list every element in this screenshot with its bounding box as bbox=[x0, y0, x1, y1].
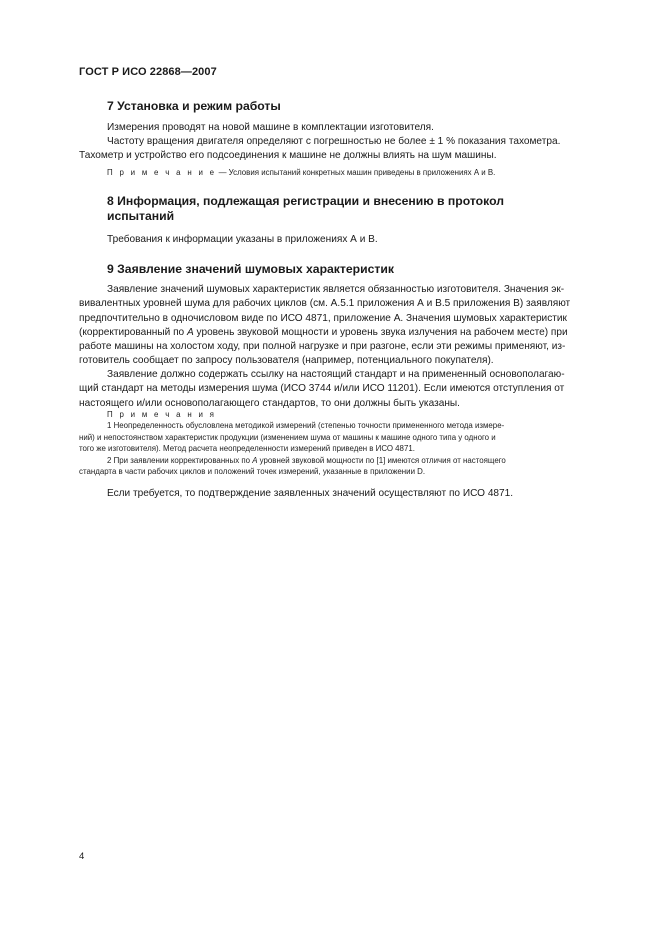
document-header-id: ГОСТ Р ИСО 22868—2007 bbox=[79, 66, 217, 78]
note-2: 2 При заявлении корректированных по bbox=[107, 455, 253, 465]
section-7-paragraph-2: Частоту вращения двигателя определяют с погрешностью не более ± 1 % показания тахометра. Тахометр и устройство его подсоединения к машине не должны влиять на шум машины. bbox=[79, 136, 561, 162]
section-9-heading: 9 Заявление значений шумовых характеристик bbox=[107, 262, 394, 276]
section-9-paragraph-1: Заявление значений шумовых характеристик является обязанностью изготовителя. Значения эк- вивалентных уровней шума для рабочих циклов (см. А.5.1 приложения А и В.5 приложения В) заявляют предпочтительно в одночисловом виде по ИСО 4871, приложение А. Значения шумовых характеристик (корректированный по А уровень звуковой мощности и уровень звука излучения на рабочем месте) при работе машины на холостом ходу, при полной нагрузке и при разгоне, если эти режимы применяют, из- готовитель сообщает по запросу пользователя (например, потенциального покупателя). bbox=[79, 284, 571, 367]
note-1: 1 Неопределенность обусловлена методикой измерений (степенью точности примененного метода измере- bbox=[107, 421, 505, 431]
section-8-heading: 8 Информация, подлежащая регистрации и внесению в протокол испытаний bbox=[107, 194, 504, 223]
section-9-paragraph-2: Заявление должно содержать ссылку на настоящий стандарт и на примененный основополагаю- щий стандарт на методы измерения шума (ИСО 3744 и/или ИСО 11201). Если имеются отступления от настоящего и/или основополагающего стандартов, то они должны быть указаны. bbox=[79, 369, 565, 409]
section-9-final-paragraph: Если требуется, то подтверждение заявленных значений осуществляют по ИСО 4871. bbox=[107, 488, 514, 499]
page-number: 4 bbox=[79, 851, 85, 862]
note-label: П р и м е ч а н и е bbox=[107, 168, 217, 177]
section-8-paragraph-1: Требования к информации указаны в приложениях А и В. bbox=[107, 234, 378, 245]
section-7-heading: 7 Установка и режим работы bbox=[107, 99, 281, 113]
section-7-paragraph-1: Измерения проводят на новой машине в комплектации изготовителя. bbox=[107, 122, 434, 133]
section-9-notes: П р и м е ч а н и я 1 Неопределенность обусловлена методикой измерений (степенью точности примененного метода измере- ний) и непостоянством характеристик продукции (изменением шума от машины к машине одного типа у одного и того же изготовителя). Метод расчета неопределенности измерений приведен в ИСО 4871. 2 При заявлении корректированных по А уровней звуковой мощности по [1] имеются отличия от настоящего стандарта в части рабочих циклов и положений точек измерений, указанные в приложении D. bbox=[79, 410, 506, 477]
notes-label: П р и м е ч а н и я bbox=[107, 410, 217, 419]
section-7-note: П р и м е ч а н и е — Условия испытаний конкретных машин приведены в приложениях А и В. bbox=[107, 168, 496, 177]
